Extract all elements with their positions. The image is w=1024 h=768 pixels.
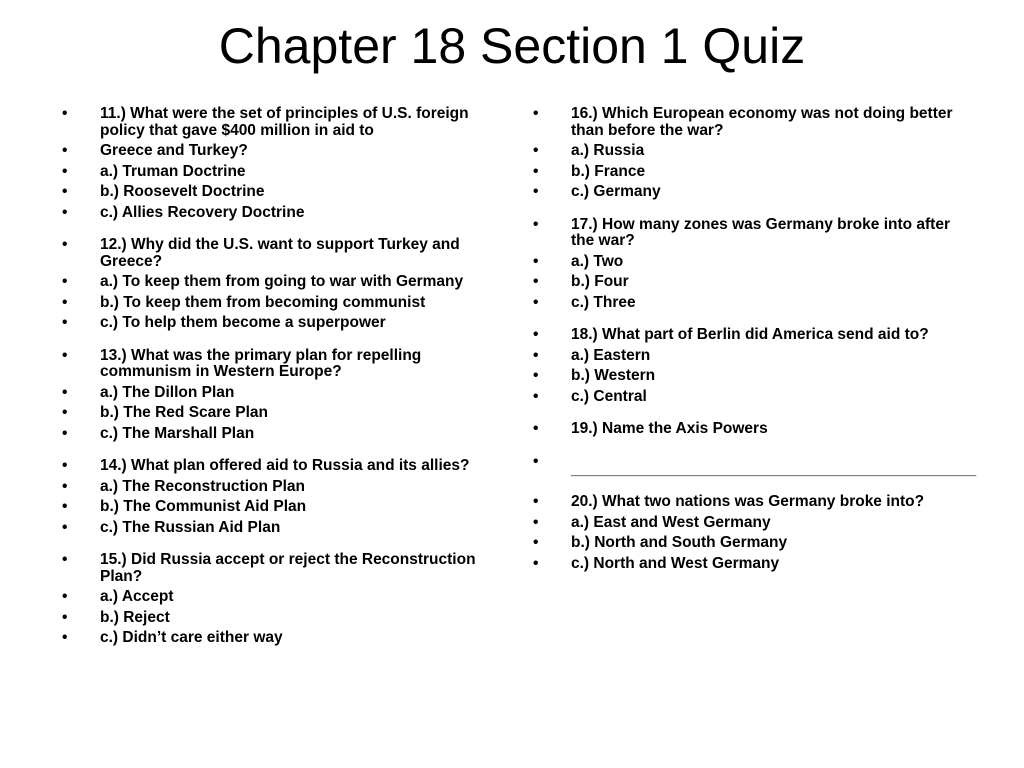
answer-text: b.) The Communist Aid Plan: [100, 498, 307, 515]
bullet: •: [62, 142, 68, 159]
bullet: •: [533, 252, 539, 270]
quiz-right-column: [533, 105, 977, 576]
bullet: •: [533, 273, 539, 290]
question-text: 15.) Did Russia accept or reject the Reconstruction Plan?: [100, 551, 476, 585]
bullet: •: [533, 452, 539, 470]
question-13: [62, 348, 482, 381]
answer-option: [62, 630, 482, 647]
answer-text: b.) Western: [571, 367, 656, 384]
bullet: •: [62, 293, 68, 311]
answer-text: c.) Central: [571, 387, 647, 405]
answer-text: c.) North and West Germany: [571, 554, 780, 572]
bullet: •: [62, 518, 68, 536]
answer-blank-line: [533, 452, 977, 479]
bullet: •: [533, 346, 539, 364]
bullet: •: [533, 534, 539, 551]
bullet: •: [62, 346, 68, 364]
question-16: [533, 106, 973, 139]
question-18: [533, 327, 973, 344]
bullet: •: [62, 404, 68, 421]
answer-option: [62, 205, 482, 222]
question-19: [533, 421, 973, 438]
bullet: •: [62, 477, 68, 495]
bullet: •: [533, 215, 539, 233]
answer-option: [62, 164, 482, 181]
answer-text: a.) Truman Doctrine: [100, 162, 246, 180]
answer-text: a.) To keep them from going to war with Germany: [100, 273, 464, 290]
question-20: [533, 494, 973, 511]
bullet: •: [533, 387, 539, 405]
answer-option: [62, 315, 482, 332]
bullet: •: [62, 105, 68, 122]
bullet: •: [62, 588, 68, 605]
bullet: •: [62, 383, 68, 401]
answer-text: b.) Four: [571, 273, 629, 290]
bullet: •: [62, 424, 68, 442]
answer-text: b.) Roosevelt Doctrine: [100, 183, 265, 200]
question-text: 17.) How many zones was Germany broke into after the war?: [571, 215, 951, 249]
answer-text: a.) The Dillon Plan: [100, 383, 235, 401]
answer-text: b.) Reject: [100, 608, 170, 626]
answer-option: [533, 184, 973, 201]
bullet: •: [533, 554, 539, 572]
question-text: 20.) What two nations was Germany broke into?: [571, 493, 925, 510]
bullet: •: [62, 183, 68, 200]
bullet: •: [62, 314, 68, 331]
bullet: •: [533, 142, 539, 159]
bullet: •: [533, 105, 539, 122]
question-text: 19.) Name the Axis Powers: [571, 420, 768, 437]
answer-option: [533, 556, 973, 573]
answer-text: b.) France: [571, 162, 646, 180]
bullet: •: [62, 162, 68, 180]
answer-option: [533, 295, 973, 312]
answer-option: [533, 254, 973, 271]
answer-text: a.) Russia: [571, 142, 645, 159]
answer-text: b.) North and South Germany: [571, 534, 788, 551]
question-text: Greece and Turkey?: [100, 142, 248, 159]
answer-option: [62, 499, 482, 516]
answer-option: [62, 610, 482, 627]
bullet: •: [533, 493, 539, 510]
bullet: •: [62, 236, 68, 253]
answer-option: [533, 274, 973, 291]
answer-text: c.) Three: [571, 293, 636, 311]
answer-option: [62, 184, 482, 201]
question-11: [62, 106, 482, 139]
bullet: •: [533, 367, 539, 384]
bullet: •: [533, 513, 539, 531]
answer-option: [62, 274, 482, 291]
answer-text: a.) Eastern: [571, 346, 651, 364]
answer-option: [533, 143, 973, 160]
answer-option: [62, 520, 482, 537]
question-text: 14.) What plan offered aid to Russia and its allies?: [100, 457, 470, 474]
answer-option: [62, 426, 482, 443]
answer-option: [62, 405, 482, 422]
question-text: 11.) What were the set of principles of U.S. foreign policy that gave $400 million in aid to: [100, 105, 469, 139]
answer-text: c.) Allies Recovery Doctrine: [100, 203, 305, 221]
answer-text: c.) Germany: [571, 183, 661, 200]
answer-option: [533, 348, 973, 365]
question-text: 16.) Which European economy was not doing better than before the war?: [571, 105, 953, 139]
answer-option: [533, 515, 973, 532]
bullet: •: [533, 326, 539, 343]
answer-text: a.) Two: [571, 252, 624, 270]
question-14: [62, 458, 482, 475]
bullet: •: [62, 629, 68, 646]
question-12: [62, 237, 482, 270]
bullet: •: [62, 608, 68, 626]
answer-option: [62, 479, 482, 496]
bullet: •: [533, 183, 539, 200]
bullet: •: [62, 273, 68, 290]
answer-text: b.) The Red Scare Plan: [100, 404, 268, 421]
answer-option: [533, 535, 973, 552]
question-17: [533, 217, 973, 250]
answer-text: a.) Accept: [100, 588, 174, 605]
answer-text: c.) Didn’t care either way: [100, 629, 283, 646]
question-text: 12.) Why did the U.S. want to support Turkey and Greece?: [100, 236, 460, 270]
question-text: 18.) What part of Berlin did America send aid to?: [571, 326, 929, 343]
question-11-continued: [62, 143, 482, 160]
bullet: •: [533, 420, 539, 437]
answer-blank: _______________________________________________: [571, 460, 977, 478]
bullet: •: [62, 457, 68, 474]
answer-option: [62, 385, 482, 402]
answer-option: [533, 164, 973, 181]
page-title: Chapter 18 Section 1 Quiz: [218, 18, 806, 74]
quiz-left-column: [62, 106, 482, 651]
answer-text: c.) The Russian Aid Plan: [100, 518, 281, 536]
question-text: 13.) What was the primary plan for repelling communism in Western Europe?: [100, 346, 422, 380]
bullet: •: [62, 203, 68, 221]
answer-option: [533, 368, 973, 385]
answer-text: b.) To keep them from becoming communist: [100, 293, 426, 311]
answer-option: [62, 589, 482, 606]
answer-option: [62, 295, 482, 312]
bullet: •: [62, 498, 68, 515]
bullet: •: [62, 551, 68, 568]
answer-text: a.) East and West Germany: [571, 513, 771, 531]
answer-text: c.) To help them become a superpower: [100, 314, 386, 331]
question-15: [62, 552, 482, 585]
answer-option: [533, 389, 973, 406]
answer-text: a.) The Reconstruction Plan: [100, 477, 305, 495]
answer-text: c.) The Marshall Plan: [100, 424, 255, 442]
bullet: •: [533, 293, 539, 311]
bullet: •: [533, 162, 539, 180]
